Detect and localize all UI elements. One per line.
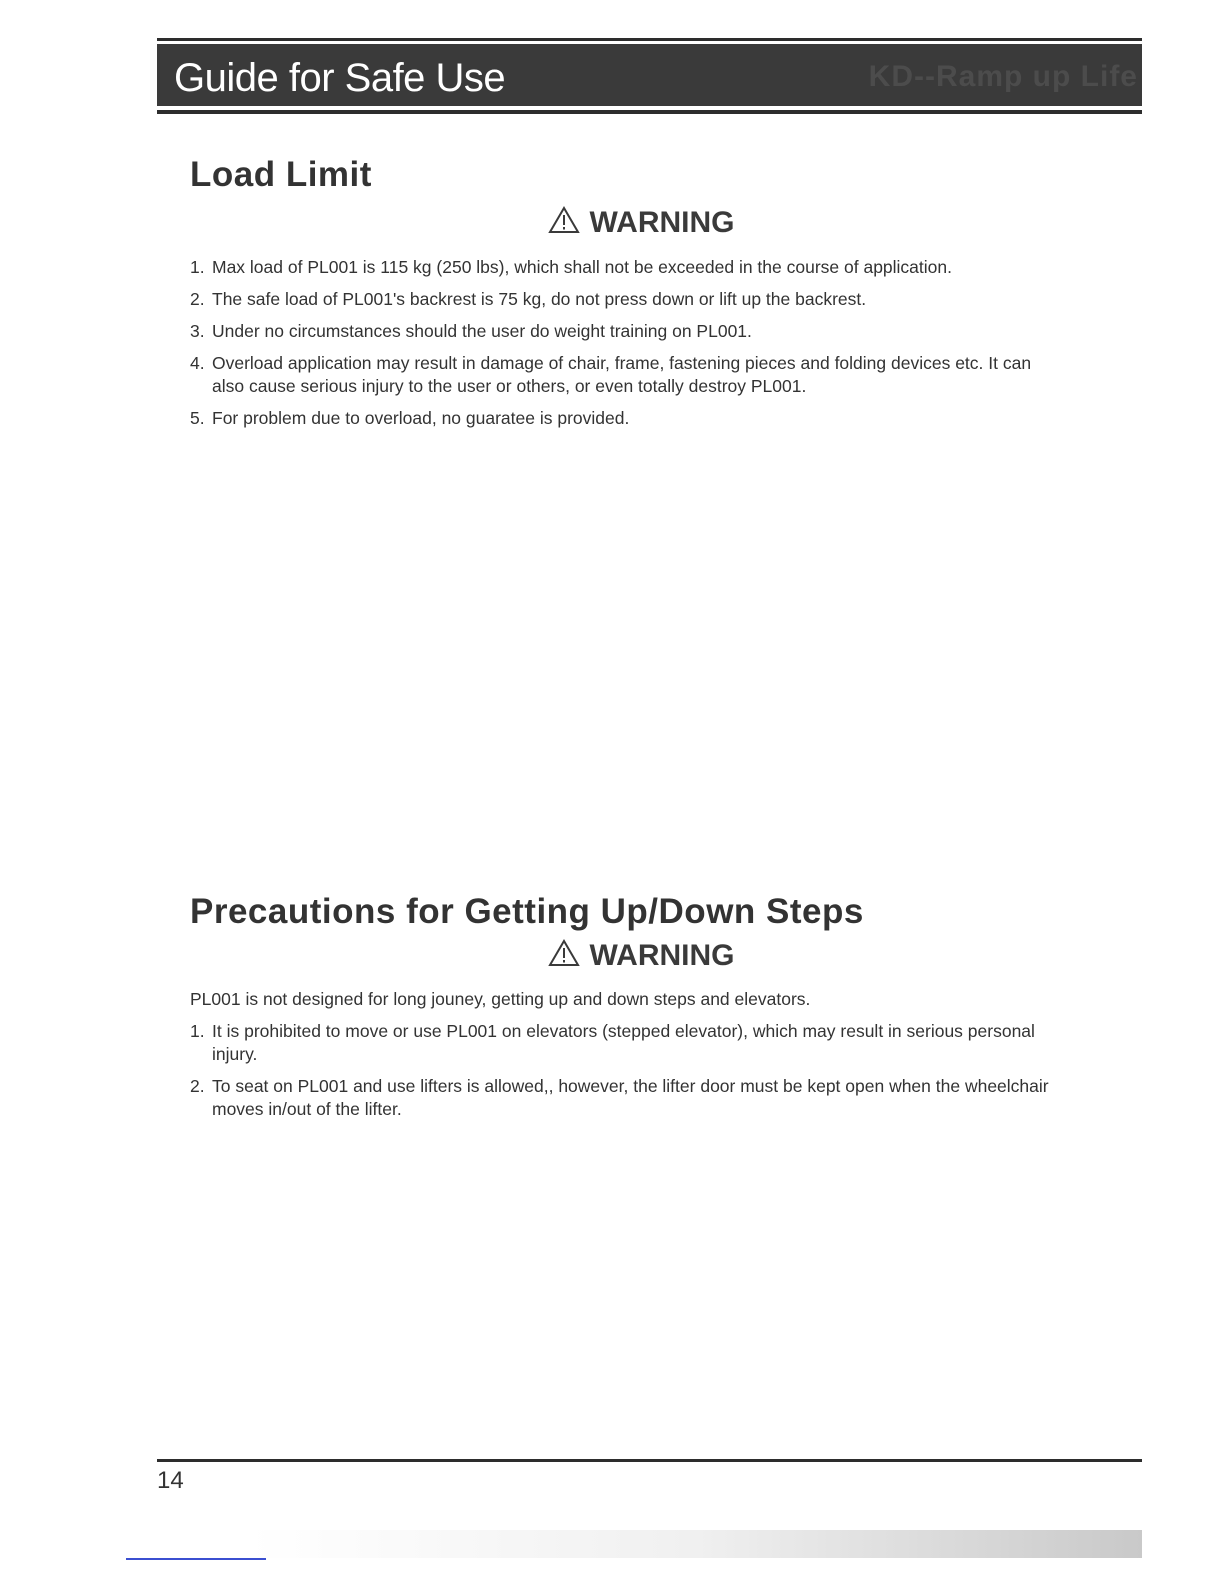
item-number: 1. xyxy=(190,1021,205,1041)
item-text-continued: injury. xyxy=(212,1044,258,1064)
steps-intro: PL001 is not designed for long jouney, getting up and down steps and elevators. xyxy=(190,989,811,1009)
load-limit-warning xyxy=(190,205,1142,242)
list-item xyxy=(190,320,1142,343)
steps-section xyxy=(190,892,1142,1130)
item-text: Under no circumstances should the user do weight training on PL001. xyxy=(212,321,752,341)
item-number: 2. xyxy=(190,289,205,309)
list-item xyxy=(190,256,1142,279)
warning-triangle-icon xyxy=(548,206,580,242)
header-brand: KD--Ramp up Life xyxy=(868,60,1138,93)
header-rule-bottom xyxy=(157,110,1142,114)
item-text: To seat on PL001 and use lifters is allowed,, however, the lifter door must be kept open when the wheelchair xyxy=(212,1076,1049,1096)
warning-label: WARNING xyxy=(589,206,735,240)
header-title: Guide for Safe Use xyxy=(174,56,506,100)
item-number: 5. xyxy=(190,408,205,428)
page-number: 14 xyxy=(157,1467,184,1494)
load-limit-title: Load Limit xyxy=(190,155,372,194)
list-item xyxy=(190,1075,1142,1121)
item-number: 1. xyxy=(190,257,205,277)
load-limit-section xyxy=(190,155,1142,439)
header-band xyxy=(157,44,1142,106)
item-text-continued: moves in/out of the lifter. xyxy=(212,1099,402,1119)
steps-warning xyxy=(190,938,1142,975)
item-text: It is prohibited to move or use PL001 on elevators (stepped elevator), which may result in serious personal xyxy=(212,1021,1035,1041)
warning-label: WARNING xyxy=(589,939,735,973)
item-text: The safe load of PL001's backrest is 75 kg, do not press down or lift up the backrest. xyxy=(212,289,867,309)
list-item xyxy=(190,407,1142,430)
item-text: Max load of PL001 is 115 kg (250 lbs), which shall not be exceeded in the course of application. xyxy=(212,257,952,277)
list-item xyxy=(190,352,1142,398)
scan-shadow xyxy=(250,1530,1142,1558)
item-text: For problem due to overload, no guaratee is provided. xyxy=(212,408,630,428)
header-rule-top xyxy=(157,38,1142,41)
footer-rule xyxy=(157,1459,1142,1462)
steps-title: Precautions for Getting Up/Down Steps xyxy=(190,892,864,931)
scan-edge-mark xyxy=(126,1558,266,1560)
list-item xyxy=(190,1020,1142,1066)
steps-list xyxy=(190,1020,1142,1121)
item-number: 4. xyxy=(190,353,205,373)
warning-triangle-icon xyxy=(548,939,580,975)
load-limit-list xyxy=(190,256,1142,430)
item-text-continued: also cause serious injury to the user or others, or even totally destroy PL001. xyxy=(212,376,807,396)
item-number: 3. xyxy=(190,321,205,341)
item-text: Overload application may result in damage of chair, frame, fastening pieces and folding devices etc. It can xyxy=(212,353,1032,373)
page-header xyxy=(157,38,1142,114)
item-number: 2. xyxy=(190,1076,205,1096)
list-item xyxy=(190,288,1142,311)
